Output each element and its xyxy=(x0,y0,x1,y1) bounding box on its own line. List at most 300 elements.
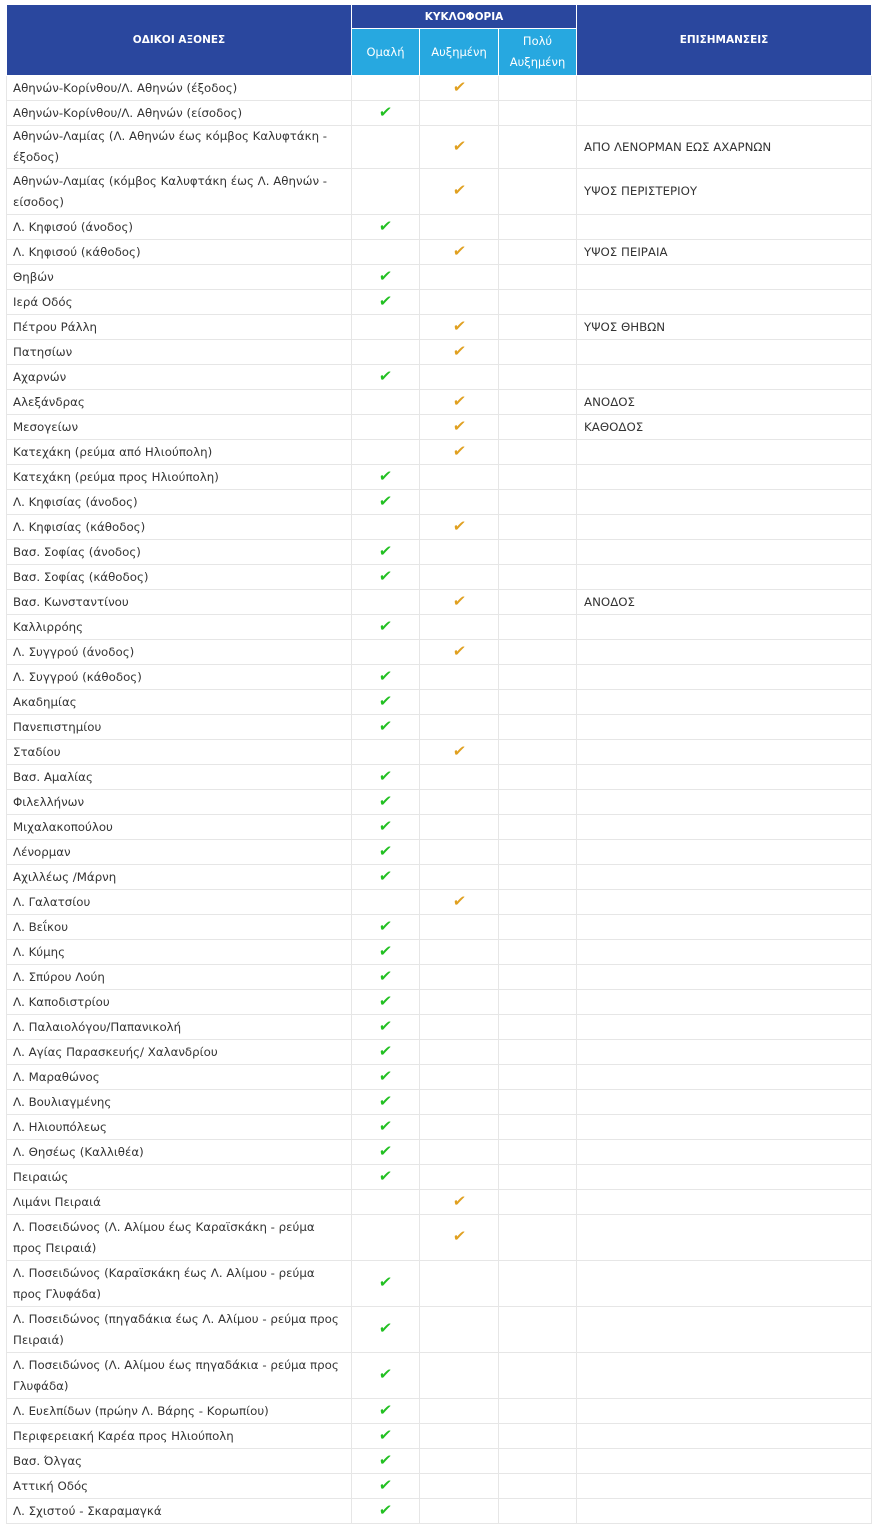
road-note xyxy=(577,1215,872,1261)
orange-checkmark-icon: ✔ xyxy=(451,316,467,335)
traffic-increased-cell xyxy=(420,965,499,990)
road-name: Λ. Παλαιολόγου/Παπανικολή xyxy=(7,1015,352,1040)
green-checkmark-icon: ✔ xyxy=(378,816,394,835)
table-row xyxy=(7,740,872,765)
green-checkmark-icon: ✔ xyxy=(378,1166,394,1185)
road-note xyxy=(577,790,872,815)
green-checkmark-icon: ✔ xyxy=(378,266,394,285)
traffic-increased-cell xyxy=(420,565,499,590)
traffic-very-increased-cell xyxy=(499,890,577,915)
table-row xyxy=(7,340,872,365)
traffic-normal-cell xyxy=(352,1065,420,1090)
road-note xyxy=(577,1040,872,1065)
traffic-normal-cell xyxy=(352,515,420,540)
traffic-normal-cell xyxy=(352,315,420,340)
road-note xyxy=(577,540,872,565)
traffic-very-increased-cell xyxy=(499,265,577,290)
road-note xyxy=(577,1190,872,1215)
green-checkmark-icon: ✔ xyxy=(378,466,394,485)
traffic-very-increased-cell xyxy=(499,1040,577,1065)
green-checkmark-icon: ✔ xyxy=(378,216,394,235)
road-name: Λ. Βεΐκου xyxy=(7,915,352,940)
traffic-increased-cell xyxy=(420,265,499,290)
road-note: ΥΨΟΣ ΠΕΡΙΣΤΕΡΙΟΥ xyxy=(577,169,872,215)
road-note: ΑΠΟ ΛΕΝΟΡΜΑΝ ΕΩΣ ΑΧΑΡΝΩΝ xyxy=(577,126,872,169)
green-checkmark-icon: ✔ xyxy=(378,1016,394,1035)
road-name: Βασ. Σοφίας (άνοδος) xyxy=(7,540,352,565)
traffic-increased-cell xyxy=(420,515,499,540)
traffic-normal-cell xyxy=(352,1424,420,1449)
road-note xyxy=(577,640,872,665)
table-row xyxy=(7,1261,872,1307)
traffic-increased-cell xyxy=(420,415,499,440)
orange-checkmark-icon: ✔ xyxy=(451,241,467,260)
traffic-very-increased-cell xyxy=(499,1399,577,1424)
green-checkmark-icon: ✔ xyxy=(378,566,394,585)
traffic-very-increased-cell xyxy=(499,215,577,240)
table-row xyxy=(7,515,872,540)
traffic-normal-cell xyxy=(352,440,420,465)
road-note xyxy=(577,1353,872,1399)
road-name: Λ. Ηλιουπόλεως xyxy=(7,1115,352,1140)
green-checkmark-icon: ✔ xyxy=(378,1066,394,1085)
traffic-increased-cell xyxy=(420,126,499,169)
green-checkmark-icon: ✔ xyxy=(378,366,394,385)
traffic-normal-cell xyxy=(352,940,420,965)
traffic-increased-cell xyxy=(420,840,499,865)
road-note xyxy=(577,1399,872,1424)
road-note xyxy=(577,665,872,690)
road-name: Πατησίων xyxy=(7,340,352,365)
traffic-increased-cell xyxy=(420,815,499,840)
road-name: Καλλιρρόης xyxy=(7,615,352,640)
road-note xyxy=(577,1307,872,1353)
orange-checkmark-icon: ✔ xyxy=(451,391,467,410)
traffic-increased-cell xyxy=(420,940,499,965)
traffic-increased-cell xyxy=(420,169,499,215)
table-row xyxy=(7,1474,872,1499)
green-checkmark-icon: ✔ xyxy=(378,841,394,860)
road-note xyxy=(577,1261,872,1307)
road-note xyxy=(577,1090,872,1115)
road-note xyxy=(577,265,872,290)
traffic-normal-cell xyxy=(352,840,420,865)
road-note xyxy=(577,990,872,1015)
traffic-normal-cell xyxy=(352,890,420,915)
traffic-increased-cell xyxy=(420,715,499,740)
table-row xyxy=(7,1307,872,1353)
traffic-normal-cell xyxy=(352,690,420,715)
table-row xyxy=(7,465,872,490)
table-row xyxy=(7,1190,872,1215)
road-name: Βασ. Όλγας xyxy=(7,1449,352,1474)
table-row xyxy=(7,915,872,940)
table-row xyxy=(7,315,872,340)
traffic-very-increased-cell xyxy=(499,365,577,390)
road-name: Λ. Ποσειδώνος (Καραϊσκάκη έως Λ. Αλίμου - ρεύμα προς Γλυφάδα) xyxy=(7,1261,352,1307)
road-name: Μεσογείων xyxy=(7,415,352,440)
traffic-increased-cell xyxy=(420,640,499,665)
traffic-increased-cell xyxy=(420,540,499,565)
traffic-very-increased-cell xyxy=(499,615,577,640)
traffic-normal-cell xyxy=(352,565,420,590)
traffic-very-increased-cell xyxy=(499,126,577,169)
traffic-normal-cell xyxy=(352,465,420,490)
traffic-very-increased-cell xyxy=(499,1015,577,1040)
table-row xyxy=(7,540,872,565)
traffic-normal-cell xyxy=(352,715,420,740)
road-name: Λ. Σχιστού - Σκαραμαγκά xyxy=(7,1499,352,1524)
road-note xyxy=(577,840,872,865)
table-row xyxy=(7,76,872,101)
table-row xyxy=(7,1015,872,1040)
traffic-normal-cell xyxy=(352,290,420,315)
traffic-very-increased-cell xyxy=(499,440,577,465)
road-name: Λ. Κηφισίας (άνοδος) xyxy=(7,490,352,515)
green-checkmark-icon: ✔ xyxy=(378,1500,394,1519)
traffic-normal-cell xyxy=(352,540,420,565)
road-name: Αττική Οδός xyxy=(7,1474,352,1499)
road-name: Φιλελλήνων xyxy=(7,790,352,815)
road-note xyxy=(577,365,872,390)
table-body xyxy=(7,76,872,1524)
table-row xyxy=(7,690,872,715)
traffic-increased-cell xyxy=(420,1115,499,1140)
green-checkmark-icon: ✔ xyxy=(378,1365,394,1383)
table-row xyxy=(7,790,872,815)
green-checkmark-icon: ✔ xyxy=(378,1475,394,1494)
traffic-normal-cell xyxy=(352,490,420,515)
traffic-very-increased-cell xyxy=(499,990,577,1015)
traffic-normal-cell xyxy=(352,240,420,265)
road-name: Αθηνών-Λαμίας (Λ. Αθηνών έως κόμβος Καλυφτάκη - έξοδος) xyxy=(7,126,352,169)
traffic-normal-cell xyxy=(352,365,420,390)
table-row xyxy=(7,365,872,390)
traffic-increased-cell xyxy=(420,1499,499,1524)
traffic-normal-cell xyxy=(352,1115,420,1140)
road-note xyxy=(577,740,872,765)
road-name: Βασ. Κωνσταντίνου xyxy=(7,590,352,615)
traffic-increased-cell xyxy=(420,865,499,890)
traffic-very-increased-cell xyxy=(499,1424,577,1449)
road-note xyxy=(577,440,872,465)
traffic-normal-cell xyxy=(352,390,420,415)
traffic-normal-cell xyxy=(352,965,420,990)
green-checkmark-icon: ✔ xyxy=(378,866,394,885)
traffic-normal-cell xyxy=(352,665,420,690)
road-note xyxy=(577,515,872,540)
green-checkmark-icon: ✔ xyxy=(378,1319,394,1337)
green-checkmark-icon: ✔ xyxy=(378,966,394,985)
traffic-normal-cell xyxy=(352,169,420,215)
table-row xyxy=(7,290,872,315)
orange-checkmark-icon: ✔ xyxy=(451,891,467,910)
road-note xyxy=(577,76,872,101)
traffic-increased-cell xyxy=(420,1215,499,1261)
traffic-normal-cell xyxy=(352,265,420,290)
traffic-normal-cell xyxy=(352,1474,420,1499)
road-name: Κατεχάκη (ρεύμα προς Ηλιούπολη) xyxy=(7,465,352,490)
traffic-very-increased-cell xyxy=(499,1140,577,1165)
green-checkmark-icon: ✔ xyxy=(378,1116,394,1135)
road-note xyxy=(577,465,872,490)
green-checkmark-icon: ✔ xyxy=(378,1400,394,1419)
road-name: Αθηνών-Κορίνθου/Λ. Αθηνών (είσοδος) xyxy=(7,101,352,126)
traffic-very-increased-cell xyxy=(499,1261,577,1307)
road-name: Λ. Θησέως (Καλλιθέα) xyxy=(7,1140,352,1165)
traffic-very-increased-cell xyxy=(499,1307,577,1353)
table-row xyxy=(7,490,872,515)
table-row xyxy=(7,890,872,915)
traffic-normal-cell xyxy=(352,415,420,440)
traffic-normal-cell xyxy=(352,215,420,240)
road-name: Κατεχάκη (ρεύμα από Ηλιούπολη) xyxy=(7,440,352,465)
road-name: Λ. Κηφισού (κάθοδος) xyxy=(7,240,352,265)
traffic-very-increased-cell xyxy=(499,315,577,340)
road-name: Λ. Καποδιστρίου xyxy=(7,990,352,1015)
traffic-increased-cell xyxy=(420,1190,499,1215)
table-row xyxy=(7,965,872,990)
traffic-normal-cell xyxy=(352,1399,420,1424)
traffic-increased-cell xyxy=(420,340,499,365)
green-checkmark-icon: ✔ xyxy=(378,1273,394,1291)
traffic-increased-cell xyxy=(420,1065,499,1090)
traffic-normal-cell xyxy=(352,1015,420,1040)
table-row xyxy=(7,940,872,965)
road-note: ΥΨΟΣ ΘΗΒΩΝ xyxy=(577,315,872,340)
road-name: Ακαδημίας xyxy=(7,690,352,715)
traffic-normal-cell xyxy=(352,340,420,365)
traffic-very-increased-cell xyxy=(499,1499,577,1524)
green-checkmark-icon: ✔ xyxy=(378,541,394,560)
traffic-very-increased-cell xyxy=(499,101,577,126)
traffic-very-increased-cell xyxy=(499,1065,577,1090)
traffic-increased-cell xyxy=(420,440,499,465)
table-row xyxy=(7,1090,872,1115)
traffic-very-increased-cell xyxy=(499,740,577,765)
traffic-increased-cell xyxy=(420,240,499,265)
road-name: Βασ. Σοφίας (κάθοδος) xyxy=(7,565,352,590)
road-note xyxy=(577,340,872,365)
road-note xyxy=(577,1065,872,1090)
green-checkmark-icon: ✔ xyxy=(378,291,394,310)
table-row xyxy=(7,169,872,215)
orange-checkmark-icon: ✔ xyxy=(451,1227,467,1245)
traffic-normal-cell xyxy=(352,101,420,126)
traffic-increased-cell xyxy=(420,665,499,690)
traffic-increased-cell xyxy=(420,690,499,715)
road-name: Πειραιώς xyxy=(7,1165,352,1190)
traffic-very-increased-cell xyxy=(499,790,577,815)
table-row xyxy=(7,615,872,640)
table-row xyxy=(7,1215,872,1261)
traffic-increased-cell xyxy=(420,1353,499,1399)
traffic-normal-cell xyxy=(352,790,420,815)
road-name: Σταδίου xyxy=(7,740,352,765)
traffic-increased-cell xyxy=(420,740,499,765)
table-row xyxy=(7,1399,872,1424)
road-name: Λ. Συγγρού (κάθοδος) xyxy=(7,665,352,690)
road-note xyxy=(577,765,872,790)
table-row xyxy=(7,440,872,465)
road-name: Βασ. Αμαλίας xyxy=(7,765,352,790)
road-note xyxy=(577,1140,872,1165)
road-note xyxy=(577,565,872,590)
road-note xyxy=(577,215,872,240)
traffic-very-increased-cell xyxy=(499,240,577,265)
traffic-increased-cell xyxy=(420,1449,499,1474)
road-note xyxy=(577,290,872,315)
road-name: Πανεπιστημίου xyxy=(7,715,352,740)
traffic-very-increased-cell xyxy=(499,169,577,215)
table-row xyxy=(7,265,872,290)
notes-header: ΕΠΙΣΗΜΑΝΣΕΙΣ xyxy=(577,5,872,76)
road-name: Περιφερειακή Καρέα προς Ηλιούπολη xyxy=(7,1424,352,1449)
traffic-increased-cell xyxy=(420,390,499,415)
traffic-very-increased-cell xyxy=(499,915,577,940)
traffic-very-increased-cell xyxy=(499,340,577,365)
table-row xyxy=(7,101,872,126)
traffic-increased-cell xyxy=(420,76,499,101)
traffic-very-increased-cell xyxy=(499,390,577,415)
orange-checkmark-icon: ✔ xyxy=(451,641,467,660)
traffic-very-increased-cell xyxy=(499,1090,577,1115)
road-note: ΑΝΟΔΟΣ xyxy=(577,590,872,615)
traffic-very-increased-cell xyxy=(499,815,577,840)
very-increased-header: Πολύ Αυξημένη xyxy=(499,29,577,76)
traffic-very-increased-cell xyxy=(499,565,577,590)
table-row xyxy=(7,1140,872,1165)
road-note xyxy=(577,915,872,940)
road-name: Αθηνών-Κορίνθου/Λ. Αθηνών (έξοδος) xyxy=(7,76,352,101)
orange-checkmark-icon: ✔ xyxy=(451,341,467,360)
traffic-table xyxy=(6,4,872,1524)
table-row xyxy=(7,815,872,840)
traffic-very-increased-cell xyxy=(499,1215,577,1261)
table-row xyxy=(7,1065,872,1090)
green-checkmark-icon: ✔ xyxy=(378,1091,394,1110)
road-name: Λ. Αγίας Παρασκευής/ Χαλανδρίου xyxy=(7,1040,352,1065)
road-name: Αχαρνών xyxy=(7,365,352,390)
orange-checkmark-icon: ✔ xyxy=(451,136,467,155)
road-note xyxy=(577,1015,872,1040)
green-checkmark-icon: ✔ xyxy=(378,1450,394,1469)
table-row xyxy=(7,1499,872,1524)
road-name: Θηβών xyxy=(7,265,352,290)
traffic-increased-cell xyxy=(420,590,499,615)
traffic-very-increased-cell xyxy=(499,1449,577,1474)
road-name: Πέτρου Ράλλη xyxy=(7,315,352,340)
increased-header: Αυξημένη xyxy=(420,29,499,76)
road-note xyxy=(577,1424,872,1449)
road-note xyxy=(577,101,872,126)
traffic-increased-cell xyxy=(420,1140,499,1165)
traffic-normal-cell xyxy=(352,1307,420,1353)
green-checkmark-icon: ✔ xyxy=(378,766,394,785)
table-row xyxy=(7,126,872,169)
traffic-very-increased-cell xyxy=(499,840,577,865)
roads-header: ΟΔΙΚΟΙ ΑΞΟΝΕΣ xyxy=(7,5,352,76)
road-name: Λ. Κηφισίας (κάθοδος) xyxy=(7,515,352,540)
road-note: ΚΑΘΟΔΟΣ xyxy=(577,415,872,440)
traffic-normal-cell xyxy=(352,1449,420,1474)
road-note xyxy=(577,1165,872,1190)
road-name: Λ. Κηφισού (άνοδος) xyxy=(7,215,352,240)
traffic-very-increased-cell xyxy=(499,415,577,440)
road-note xyxy=(577,1449,872,1474)
traffic-normal-cell xyxy=(352,1140,420,1165)
traffic-normal-cell xyxy=(352,1040,420,1065)
traffic-very-increased-cell xyxy=(499,1474,577,1499)
traffic-increased-cell xyxy=(420,1040,499,1065)
table-row xyxy=(7,565,872,590)
table-row xyxy=(7,1115,872,1140)
road-name: Λ. Συγγρού (άνοδος) xyxy=(7,640,352,665)
green-checkmark-icon: ✔ xyxy=(378,102,394,121)
traffic-very-increased-cell xyxy=(499,290,577,315)
traffic-normal-cell xyxy=(352,615,420,640)
traffic-normal-cell xyxy=(352,1165,420,1190)
road-note xyxy=(577,940,872,965)
traffic-increased-cell xyxy=(420,465,499,490)
traffic-increased-cell xyxy=(420,1307,499,1353)
road-name: Ιερά Οδός xyxy=(7,290,352,315)
traffic-very-increased-cell xyxy=(499,465,577,490)
table-row xyxy=(7,390,872,415)
traffic-normal-cell xyxy=(352,915,420,940)
road-name: Λ. Γαλατσίου xyxy=(7,890,352,915)
table-row xyxy=(7,415,872,440)
table-row xyxy=(7,1424,872,1449)
road-name: Λ. Ευελπίδων (πρώην Λ. Βάρης - Κορωπίου) xyxy=(7,1399,352,1424)
road-note xyxy=(577,615,872,640)
traffic-very-increased-cell xyxy=(499,1165,577,1190)
road-name: Λ. Ποσειδώνος (Λ. Αλίμου έως Καραϊσκάκη - ρεύμα προς Πειραιά) xyxy=(7,1215,352,1261)
road-note xyxy=(577,490,872,515)
road-name: Λ. Σπύρου Λούη xyxy=(7,965,352,990)
table-row xyxy=(7,240,872,265)
traffic-very-increased-cell xyxy=(499,665,577,690)
road-note xyxy=(577,1474,872,1499)
table-row xyxy=(7,1040,872,1065)
table-row xyxy=(7,765,872,790)
traffic-increased-cell xyxy=(420,1424,499,1449)
green-checkmark-icon: ✔ xyxy=(378,791,394,810)
traffic-very-increased-cell xyxy=(499,1190,577,1215)
road-name: Μιχαλακοπούλου xyxy=(7,815,352,840)
traffic-increased-cell xyxy=(420,990,499,1015)
road-note: ΥΨΟΣ ΠΕΙΡΑΙΑ xyxy=(577,240,872,265)
traffic-very-increased-cell xyxy=(499,865,577,890)
traffic-normal-cell xyxy=(352,126,420,169)
green-checkmark-icon: ✔ xyxy=(378,1041,394,1060)
road-name: Λιμάνι Πειραιά xyxy=(7,1190,352,1215)
traffic-very-increased-cell xyxy=(499,540,577,565)
table-row xyxy=(7,1353,872,1399)
table-row xyxy=(7,715,872,740)
traffic-very-increased-cell xyxy=(499,965,577,990)
traffic-very-increased-cell xyxy=(499,76,577,101)
orange-checkmark-icon: ✔ xyxy=(451,416,467,435)
green-checkmark-icon: ✔ xyxy=(378,491,394,510)
traffic-normal-cell xyxy=(352,1499,420,1524)
road-note: ΑΝΟΔΟΣ xyxy=(577,390,872,415)
traffic-increased-cell xyxy=(420,365,499,390)
traffic-very-increased-cell xyxy=(499,490,577,515)
traffic-very-increased-cell xyxy=(499,1353,577,1399)
orange-checkmark-icon: ✔ xyxy=(451,516,467,535)
orange-checkmark-icon: ✔ xyxy=(451,741,467,760)
